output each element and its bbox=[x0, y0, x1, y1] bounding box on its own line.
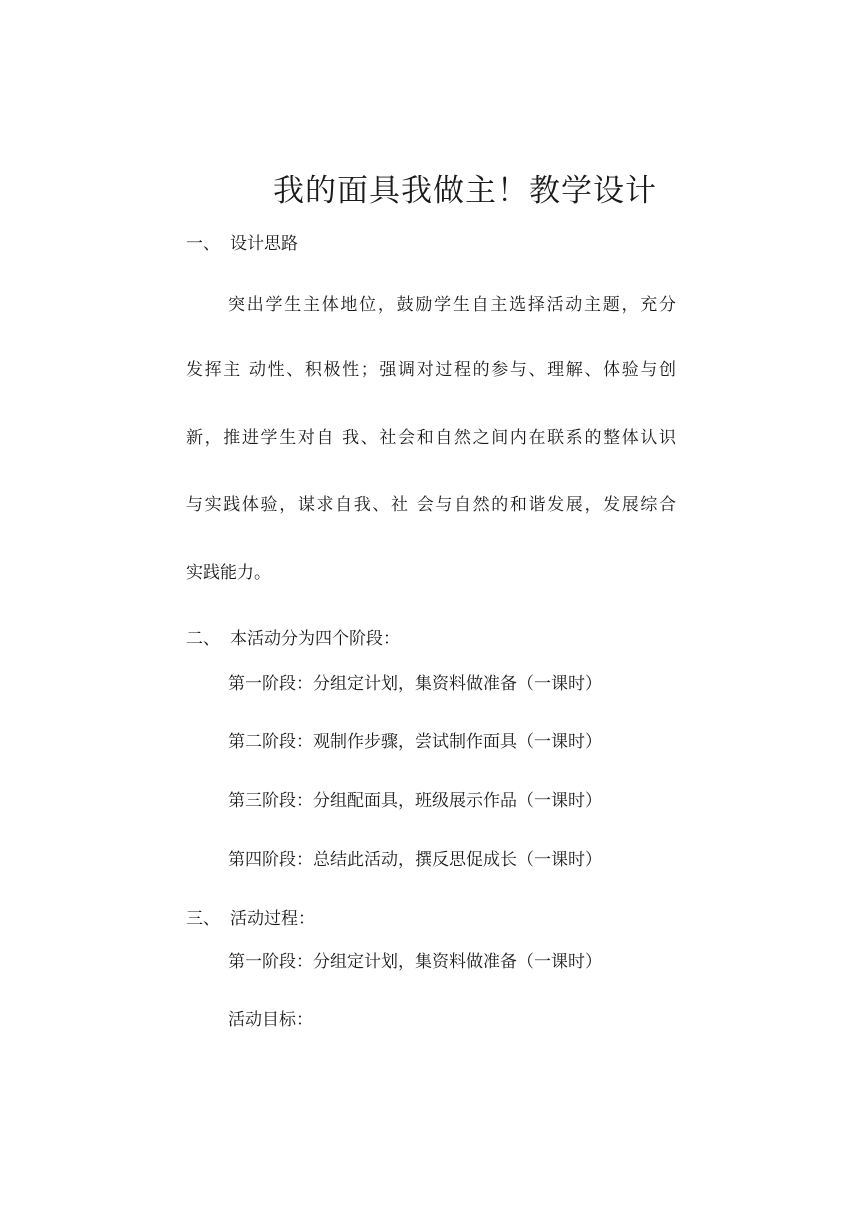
activity-goal-label: 活动目标： bbox=[228, 1010, 313, 1030]
section-heading-3 bbox=[186, 904, 315, 929]
section-heading-2 bbox=[186, 624, 400, 649]
section-title: 本活动分为四个阶段： bbox=[230, 629, 400, 649]
stage-item: 第三阶段：分组配面具，班级展示作品（一课时） bbox=[228, 791, 602, 811]
paragraph-line: 突出学生主体地位，鼓励学生自主选择活动主题，充分 bbox=[228, 295, 676, 315]
paragraph-line: 实践能力。 bbox=[186, 563, 271, 583]
section-title: 活动过程： bbox=[230, 909, 315, 929]
section-number: 二、 bbox=[186, 629, 220, 649]
stage-item: 第二阶段：观制作步骤，尝试制作面具（一课时） bbox=[228, 732, 602, 752]
paragraph-line: 发挥主 动性、积极性；强调对过程的参与、理解、体验与创 bbox=[186, 360, 676, 380]
paragraph-line: 与实践体验，谋求自我、社 会与自然的和谐发展，发展综合 bbox=[186, 495, 676, 515]
section-number: 三、 bbox=[186, 909, 220, 929]
document-title: 我的面具我做主！教学设计 bbox=[273, 173, 657, 209]
process-stage-line: 第一阶段：分组定计划，集资料做准备（一课时） bbox=[228, 952, 602, 972]
stage-item: 第四阶段：总结此活动，撰反思促成长（一课时） bbox=[228, 850, 602, 870]
paragraph-line: 新，推进学生对自 我、社会和自然之间内在联系的整体认识 bbox=[186, 428, 676, 448]
section-title: 设计思路 bbox=[230, 234, 298, 254]
stage-item: 第一阶段：分组定计划，集资料做准备（一课时） bbox=[228, 674, 602, 694]
section-heading-1 bbox=[186, 229, 298, 254]
section-number: 一、 bbox=[186, 234, 220, 254]
